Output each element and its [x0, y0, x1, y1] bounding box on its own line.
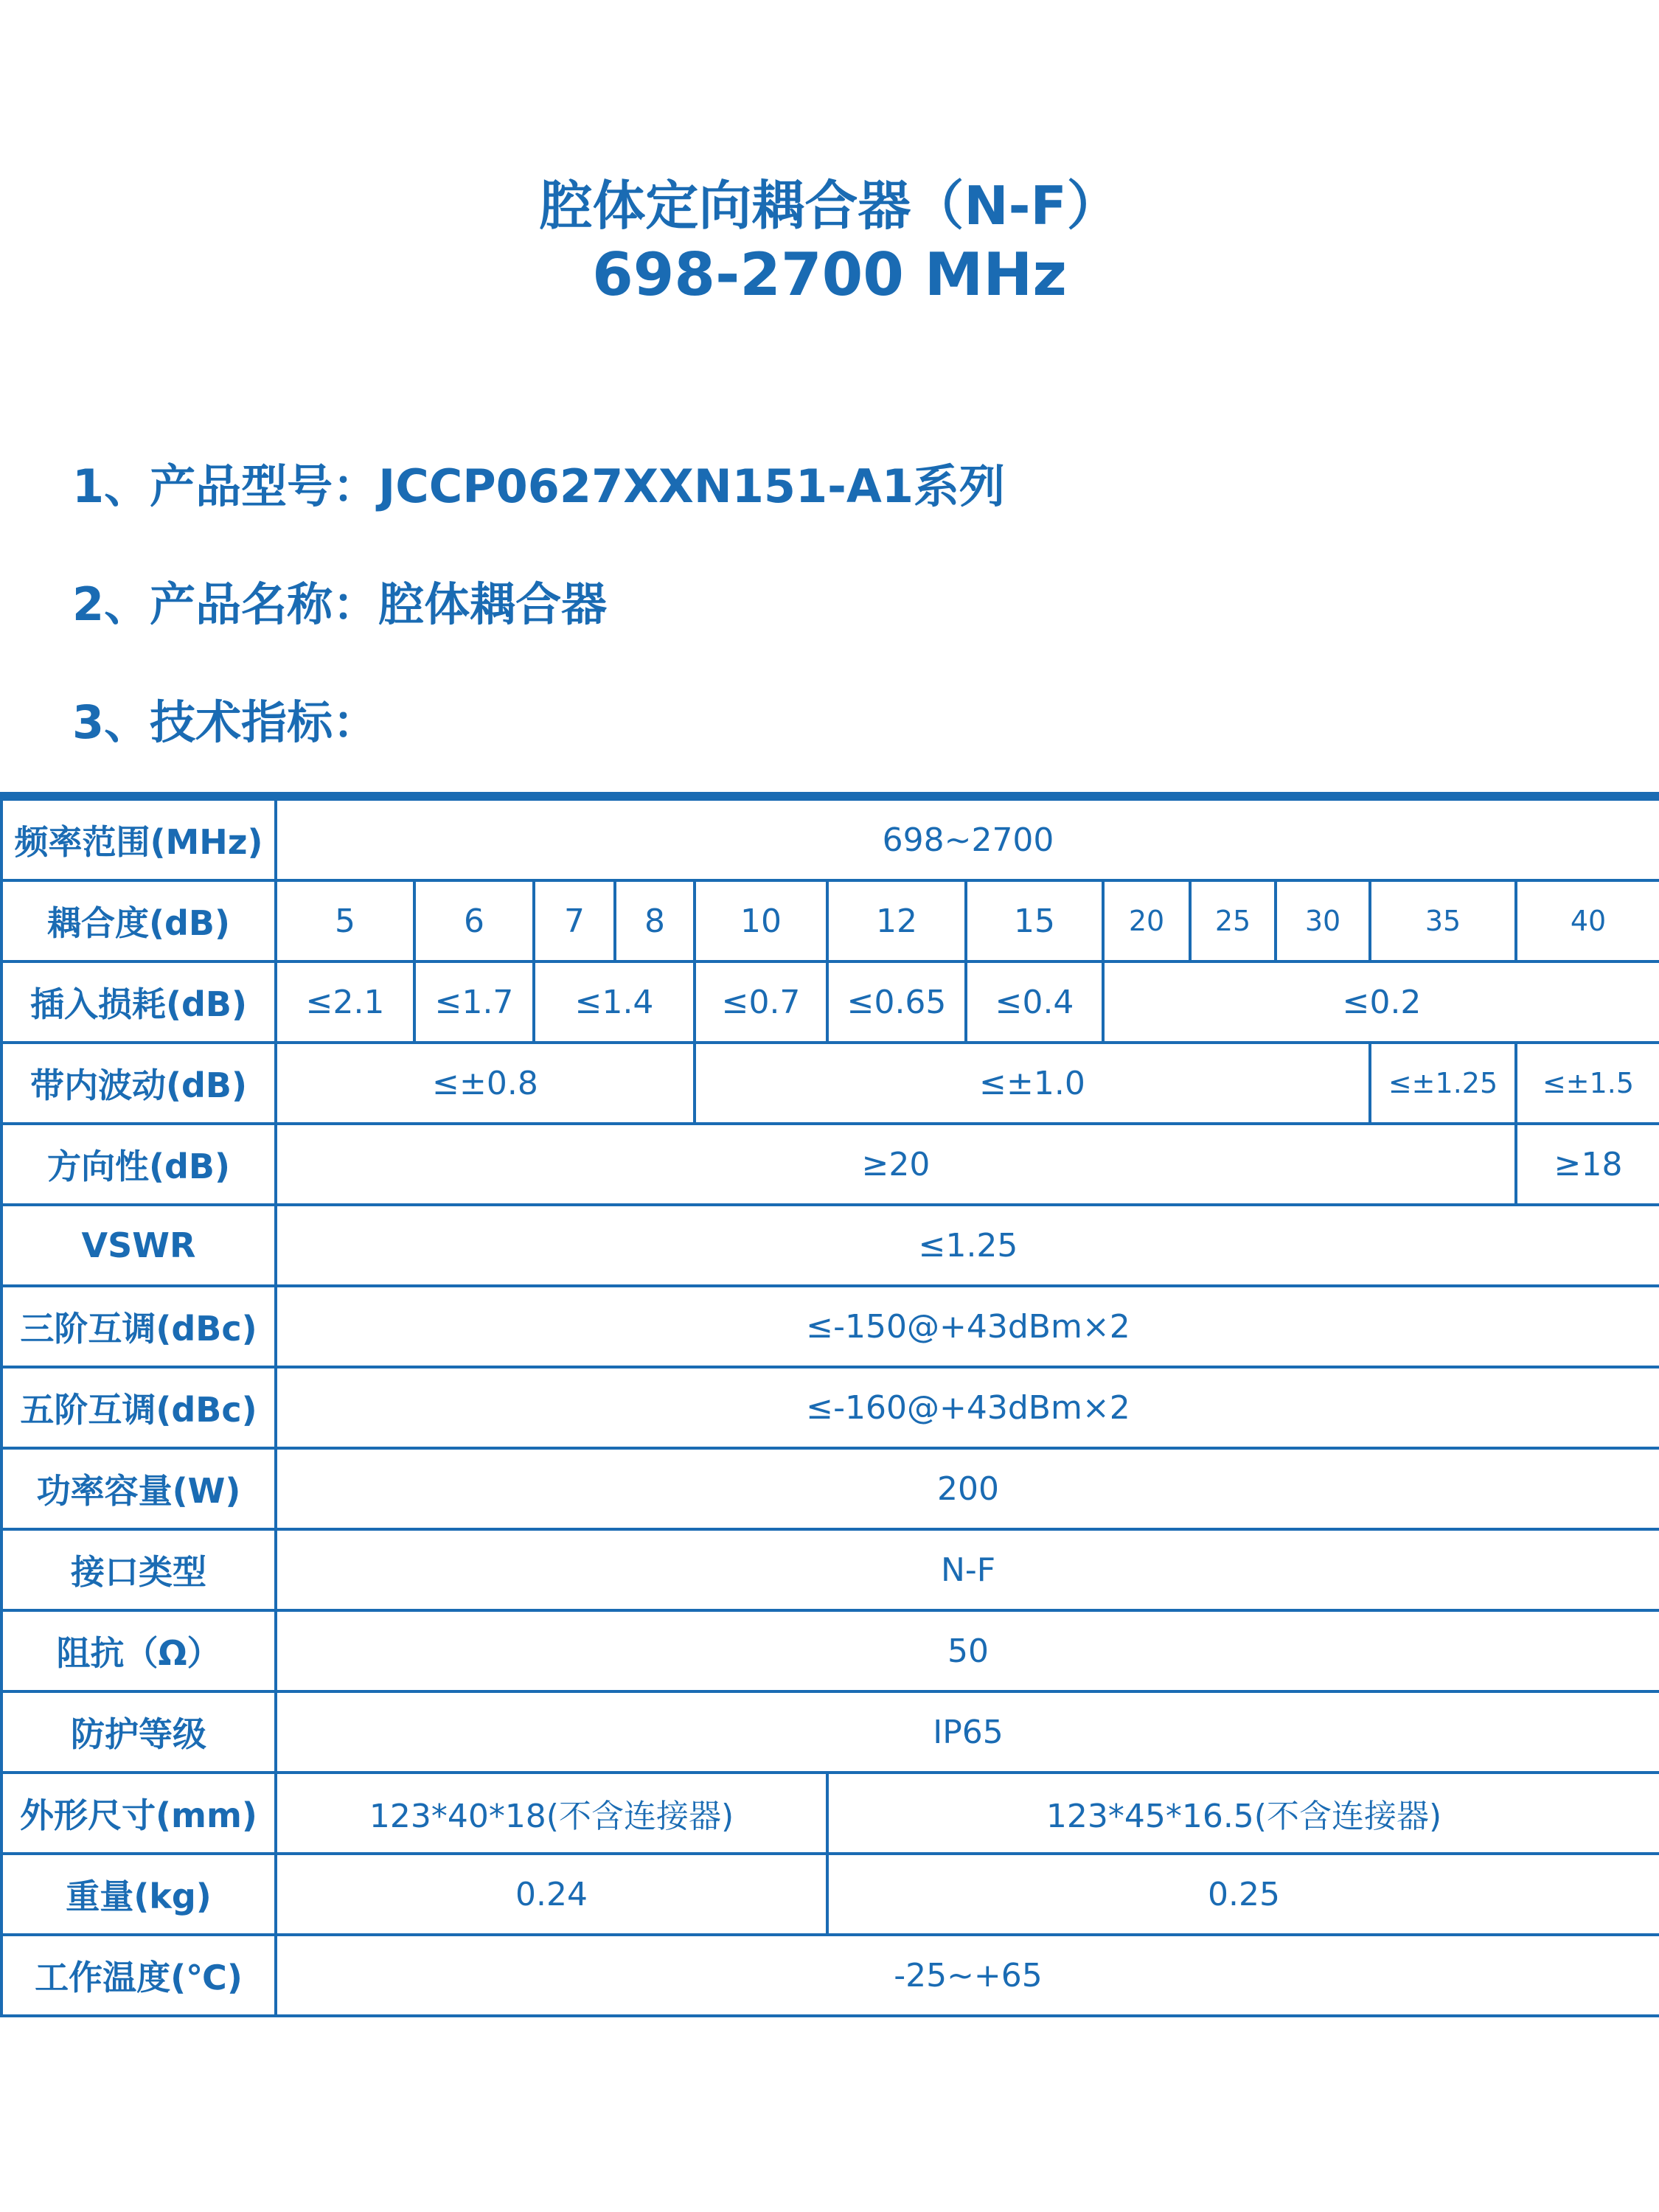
cell-value: 0.24 [276, 1854, 827, 1935]
table-row [1, 880, 1659, 961]
cell-value: 123*45*16.5(不含连接器) [827, 1773, 1659, 1854]
cell-value: 20 [1103, 880, 1190, 961]
product-model: 1、产品型号：JCCP0627XXN151-A1系列 [72, 459, 1005, 513]
cell-value: ≤-160@+43dBm×2 [276, 1367, 1659, 1448]
cell-value: 123*40*18(不含连接器) [276, 1773, 827, 1854]
spec-table-wrapper [0, 792, 1659, 2017]
row-label: 外形尺寸(mm) [1, 1773, 276, 1854]
table-row [1, 1124, 1659, 1205]
row-label: 插入损耗(dB) [1, 961, 276, 1043]
row-label: 三阶互调(dBc) [1, 1286, 276, 1367]
cell-value: ≥18 [1516, 1124, 1659, 1205]
row-label: 功率容量(W) [1, 1448, 276, 1529]
cell-value: ≤±1.0 [695, 1043, 1370, 1124]
table-row [1, 1610, 1659, 1691]
row-label: 频率范围(MHz) [1, 799, 276, 880]
cell-value: 30 [1276, 880, 1370, 961]
cell-value: ≥20 [276, 1124, 1516, 1205]
cell-value: 40 [1516, 880, 1659, 961]
cell-value: -25~+65 [276, 1935, 1659, 2016]
row-label: 耦合度(dB) [1, 880, 276, 961]
table-row [1, 1691, 1659, 1773]
title-line-2: 698-2700 MHz [592, 240, 1067, 310]
cell-value: ≤±1.5 [1516, 1043, 1659, 1124]
table-row [1, 1854, 1659, 1935]
spec-table [0, 798, 1659, 2017]
table-row [1, 1773, 1659, 1854]
cell-value: ≤±1.25 [1370, 1043, 1516, 1124]
row-label: 五阶互调(dBc) [1, 1367, 276, 1448]
row-label: 带内波动(dB) [1, 1043, 276, 1124]
table-row [1, 1529, 1659, 1610]
cell-value: ≤-150@+43dBm×2 [276, 1286, 1659, 1367]
table-row [1, 1448, 1659, 1529]
cell-value: 0.25 [827, 1854, 1659, 1935]
cell-value: IP65 [276, 1691, 1659, 1773]
cell-value: 5 [276, 880, 414, 961]
cell-value: 6 [414, 880, 534, 961]
table-row [1, 1367, 1659, 1448]
cell-value: 698~2700 [276, 799, 1659, 880]
title-line-1: 腔体定向耦合器（N-F） [539, 175, 1120, 237]
cell-value: 8 [615, 880, 695, 961]
table-top-bar [0, 792, 1659, 798]
table-row [1, 799, 1659, 880]
row-label: 方向性(dB) [1, 1124, 276, 1205]
cell-value: ≤0.65 [827, 961, 966, 1043]
cell-value: ≤0.7 [695, 961, 827, 1043]
cell-value: 200 [276, 1448, 1659, 1529]
cell-value: ≤2.1 [276, 961, 414, 1043]
cell-value: ≤±0.8 [276, 1043, 695, 1124]
row-label: 工作温度(℃) [1, 1935, 276, 2016]
cell-value: 15 [966, 880, 1103, 961]
cell-value: 7 [534, 880, 615, 961]
row-label: 接口类型 [1, 1529, 276, 1610]
cell-value: ≤1.7 [414, 961, 534, 1043]
cell-value: ≤1.25 [276, 1205, 1659, 1286]
cell-value: N-F [276, 1529, 1659, 1610]
table-row [1, 1935, 1659, 2016]
tech-spec-heading: 3、技术指标： [72, 695, 379, 749]
table-row [1, 1043, 1659, 1124]
cell-value: ≤0.2 [1103, 961, 1659, 1043]
cell-value: ≤1.4 [534, 961, 695, 1043]
row-label: 阻抗（Ω） [1, 1610, 276, 1691]
row-label: 防护等级 [1, 1691, 276, 1773]
product-name: 2、产品名称：腔体耦合器 [72, 577, 608, 631]
table-row [1, 1205, 1659, 1286]
row-label: VSWR [1, 1205, 276, 1286]
table-row [1, 1286, 1659, 1367]
cell-value: 25 [1190, 880, 1276, 961]
cell-value: 35 [1370, 880, 1516, 961]
page-title [0, 175, 1659, 310]
cell-value: 10 [695, 880, 827, 961]
cell-value: ≤0.4 [966, 961, 1103, 1043]
cell-value: 50 [276, 1610, 1659, 1691]
table-row [1, 961, 1659, 1043]
row-label: 重量(kg) [1, 1854, 276, 1935]
cell-value: 12 [827, 880, 966, 961]
